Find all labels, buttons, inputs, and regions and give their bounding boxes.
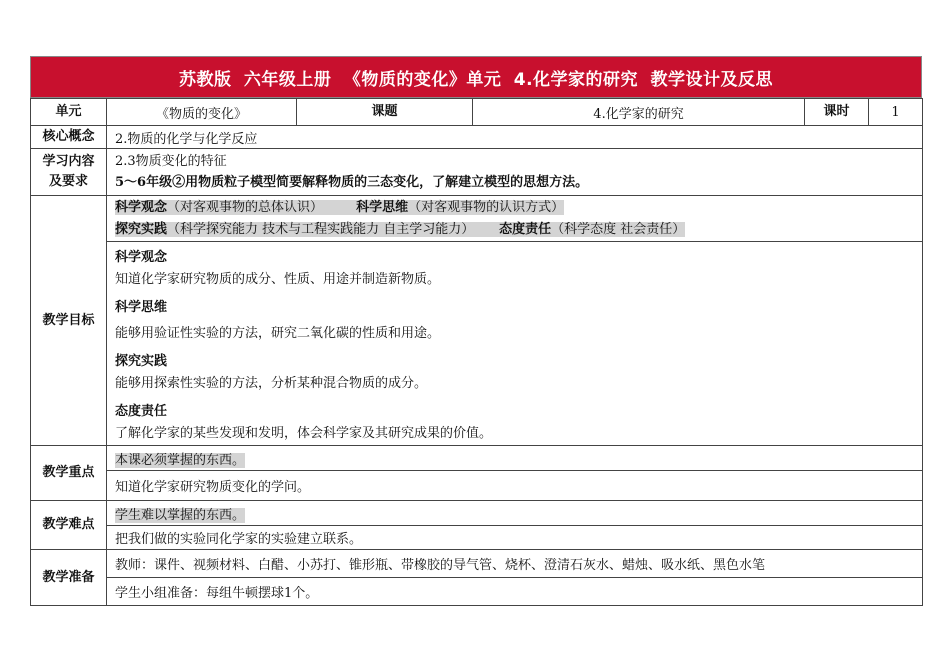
legend-item3 (115, 222, 685, 237)
legend-item1-desc: （对客观事物的总体认识） (167, 199, 324, 215)
objective-text: 能够用验证性实验的方法，研究二氧化碳的性质和用途。 (115, 326, 441, 341)
core-concept-row (31, 126, 923, 149)
objectives-body-row (31, 242, 923, 446)
content-label (31, 149, 107, 196)
hours-label: 课时 (805, 99, 869, 126)
key-points-text-row (31, 471, 923, 501)
difficulties-text-row (31, 526, 923, 550)
objectives-body (107, 242, 923, 446)
difficulties-hint-row (31, 501, 923, 526)
difficulties-text: 把我们做的实验同化学家的实验建立联系。 (107, 526, 923, 550)
legend-item4-name: 态度责任 (499, 221, 552, 237)
core-concept-value: 2.物质的化学与化学反应 (107, 126, 923, 149)
objective-heading: 科学思维 (115, 300, 168, 315)
objectives-legend (107, 196, 923, 242)
key-points-hint: 本课必须掌握的东西。 (115, 452, 246, 468)
preparation-teacher: 教师：课件、视频材料、白醋、小苏打、锥形瓶、带橡胶的导气管、烧杯、澄清石灰水、蜡烛、吸水纸、黑色水笔 (107, 550, 923, 578)
objective-heading: 探究实践 (115, 354, 168, 369)
objective-text: 知道化学家研究物质的成分、性质、用途并制造新物质。 (115, 272, 441, 287)
legend-item2-desc: （对客观事物的认识方式） (408, 199, 565, 215)
preparation-teacher-row (31, 550, 923, 578)
objective-text: 能够用探索性实验的方法，分析某种混合物质的成分。 (115, 376, 428, 391)
objectives-label: 教学目标 (31, 196, 107, 446)
preparation-students: 学生小组准备：每组牛顿摆球1个。 (107, 578, 923, 606)
unit-label: 单元 (31, 99, 107, 126)
topic-label: 课题 (297, 99, 473, 126)
core-concept-label: 核心概念 (31, 126, 107, 149)
content-label-line2: 及要求 (48, 174, 88, 189)
content-label-line1: 学习内容 (42, 154, 95, 169)
lesson-plan (30, 56, 922, 606)
key-points-hint-row (31, 446, 923, 471)
objective-text: 了解化学家的某些发现和发明，体会科学家及其研究成果的价值。 (115, 426, 493, 441)
key-points-hint-cell (107, 446, 923, 471)
objective-heading: 态度责任 (115, 404, 168, 419)
preparation-students-row (31, 578, 923, 606)
difficulties-label: 教学难点 (31, 501, 107, 550)
legend-item4-desc: （科学态度 社会责任） (551, 221, 686, 237)
objective-heading: 科学观念 (115, 250, 168, 265)
preparation-label: 教学准备 (31, 550, 107, 606)
difficulties-hint: 学生难以掌握的东西。 (115, 507, 246, 523)
header-row (31, 99, 923, 126)
content-value (107, 149, 923, 196)
legend-item3-desc: （科学探究能力 技术与工程实践能力 自主学习能力） (167, 221, 475, 237)
key-points-text: 知道化学家研究物质变化的学问。 (107, 471, 923, 501)
legend-item1-name: 科学观念 (115, 199, 168, 215)
document-title: 苏教版 六年级上册 《物质的变化》单元 4.化学家的研究 教学设计及反思 (30, 56, 922, 98)
legend-item1 (115, 200, 564, 215)
legend-item3-name: 探究实践 (115, 221, 168, 237)
topic-value: 4.化学家的研究 (473, 99, 805, 126)
unit-value: 《物质的变化》 (107, 99, 297, 126)
content-line2: 5～6年级②用物质粒子模型简要解释物质的三态变化，了解建立模型的思想方法。 (115, 175, 589, 190)
difficulties-hint-cell (107, 501, 923, 526)
objectives-legend-row (31, 196, 923, 242)
lesson-table (30, 98, 923, 606)
content-row (31, 149, 923, 196)
hours-value: 1 (869, 99, 923, 126)
content-line1: 2.3物质变化的特征 (115, 154, 227, 169)
legend-item2-name: 科学思维 (356, 199, 409, 215)
key-points-label: 教学重点 (31, 446, 107, 501)
